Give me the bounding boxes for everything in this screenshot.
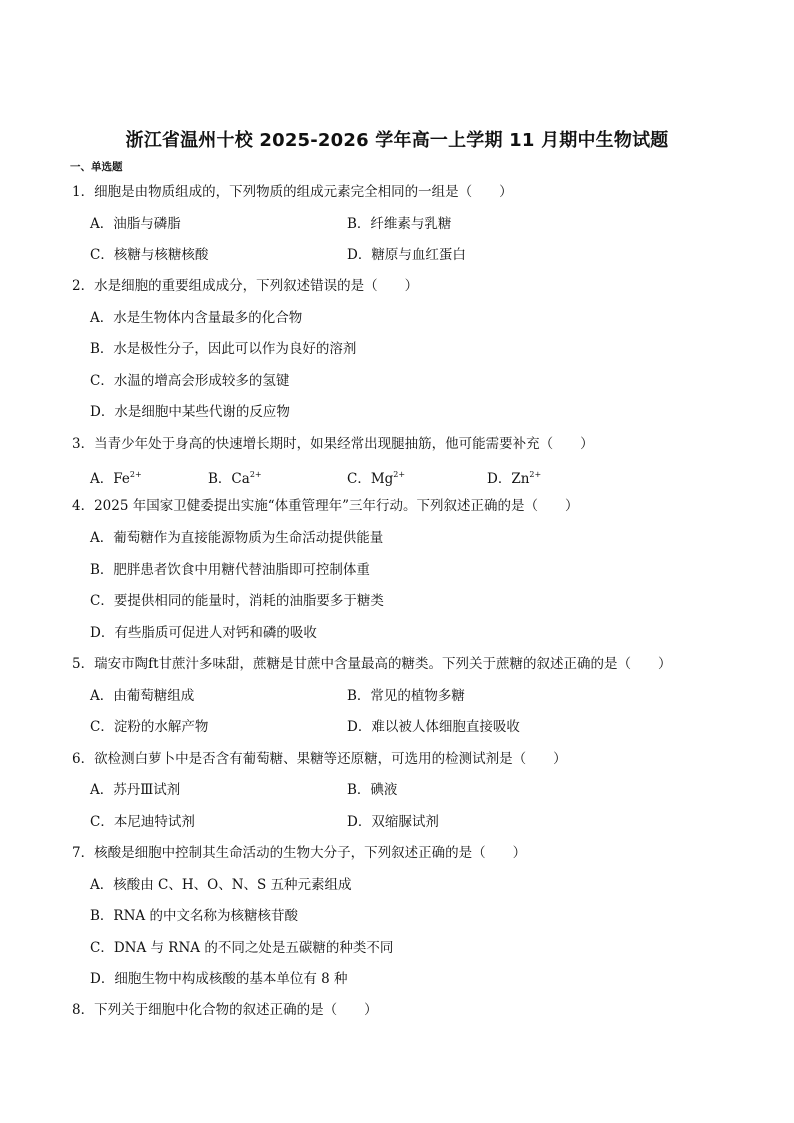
question-5-option-c: C．淀粉的水解产物: [90, 719, 209, 735]
question-2-option-b: B．水是极性分子，因此可以作为良好的溶剂: [90, 341, 357, 357]
ion-charge: 2+: [249, 470, 262, 479]
question-1-option-d: D．糖原与血红蛋白: [347, 247, 466, 263]
question-8-stem: 8．下列关于细胞中化合物的叙述正确的是（ ）: [72, 1002, 378, 1018]
question-7-option-c: C．DNA 与 RNA 的不同之处是五碳糖的种类不同: [90, 940, 394, 956]
question-4-option-b: B．肥胖患者饮食中用糖代替油脂即可控制体重: [90, 562, 370, 578]
question-4-stem: 4．2025 年国家卫健委提出实施“体重管理年”三年行动。下列叙述正确的是（ ）: [72, 498, 579, 514]
ion-charge: 2+: [393, 470, 406, 479]
option-label: B．Ca: [208, 471, 250, 487]
question-6-option-c: C．本尼迪特试剂: [90, 814, 195, 830]
question-4-option-d: D．有些脂质可促进人对钙和磷的吸收: [90, 625, 317, 641]
question-6-option-b: B．碘液: [347, 782, 398, 798]
question-7-option-d: D．细胞生物中构成核酸的基本单位有 8 种: [90, 971, 348, 987]
exam-title: 浙江省温州十校 2025-2026 学年高一上学期 11 月期中生物试题: [125, 130, 669, 151]
question-5-option-d: D．难以被人体细胞直接吸收: [347, 719, 520, 735]
question-7-option-b: B．RNA 的中文名称为核糖核苷酸: [90, 908, 298, 924]
question-4-option-a: A．葡萄糖作为直接能源物质为生命活动提供能量: [90, 530, 384, 546]
question-2-option-c: C．水温的增高会形成较多的氢键: [90, 373, 290, 389]
question-5-option-b: B．常见的植物多糖: [347, 688, 465, 704]
option-label: D．Zn: [487, 471, 530, 487]
question-6-option-a: A．苏丹Ⅲ试剂: [90, 782, 181, 798]
question-1-option-b: B．纤维素与乳糖: [347, 216, 452, 232]
question-2-option-a: A．水是生物体内含量最多的化合物: [90, 310, 303, 326]
question-3-option-b: [208, 466, 262, 488]
question-3-stem: 3．当青少年处于身高的快速增长期时，如果经常出现腿抽筋，他可能需要补充（ ）: [72, 436, 594, 452]
question-3-option-a: [90, 466, 142, 488]
ion-charge: 2+: [529, 470, 542, 479]
question-3-option-c: [347, 466, 405, 488]
section-heading: 一、单选题: [70, 161, 123, 173]
question-1-option-c: C．核糖与核糖核酸: [90, 247, 209, 263]
question-6-option-d: D．双缩脲试剂: [347, 814, 439, 830]
ion-charge: 2+: [129, 470, 142, 479]
question-7-option-a: A．核酸由 C、H、O、N、S 五种元素组成: [90, 877, 352, 893]
question-6-stem: 6．欲检测白萝卜中是否含有葡萄糖、果糖等还原糖，可选用的检测试剂是（ ）: [72, 751, 567, 767]
question-5-option-a: A．由葡萄糖组成: [90, 688, 195, 704]
question-5-stem: 5．瑞安市陶ft甘蔗汁多味甜，蔗糖是甘蔗中含量最高的糖类。下列关于蔗糖的叙述正确的是（ ）: [72, 656, 672, 672]
option-label: A．Fe: [90, 471, 130, 487]
question-7-stem: 7．核酸是细胞中控制其生命活动的生物大分子，下列叙述正确的是（ ）: [72, 845, 527, 861]
question-3-option-d: [487, 466, 541, 488]
question-1-option-a: A．油脂与磷脂: [90, 216, 181, 232]
question-2-option-d: D．水是细胞中某些代谢的反应物: [90, 404, 290, 420]
question-4-option-c: C．要提供相同的能量时，消耗的油脂要多于糖类: [90, 593, 384, 609]
option-label: C．Mg: [347, 471, 394, 487]
question-2-stem: 2．水是细胞的重要组成成分，下列叙述错误的是（ ）: [72, 278, 419, 294]
question-1-stem: 1．细胞是由物质组成的，下列物质的组成元素完全相同的一组是（ ）: [72, 184, 513, 200]
